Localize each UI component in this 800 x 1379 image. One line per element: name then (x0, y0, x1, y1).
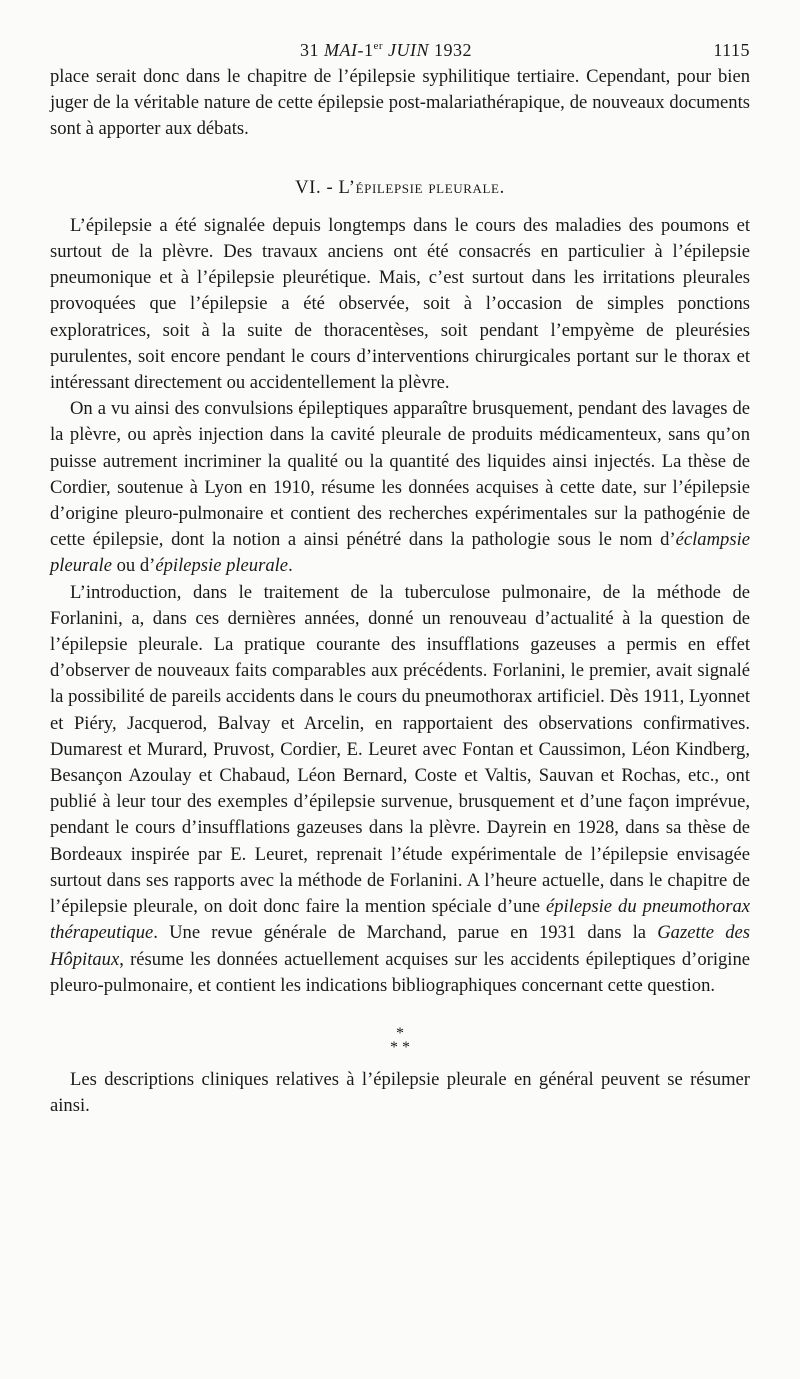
section-heading (50, 175, 750, 201)
section-number: VI. (295, 176, 322, 198)
section-title: L’épilepsie pleurale. (338, 176, 505, 198)
section-dash: - (326, 176, 334, 198)
date-superscript: er (373, 40, 384, 52)
paragraph: Les descriptions cliniques relatives à l’épilepsie pleurale en général peuvent se résumer ainsi. (50, 1068, 750, 1117)
paragraph-text: ou d’ (111, 555, 156, 577)
term-epilepsie-pleurale: épilepsie pleurale (155, 555, 289, 577)
running-head (50, 34, 750, 64)
asterism-top: * (396, 1024, 404, 1042)
document-page (50, 34, 750, 1119)
date-separator: -1 (357, 40, 374, 60)
term-eclampsie-pleurale: éclampsie pleurale (50, 529, 750, 577)
issue-date (300, 40, 472, 61)
journal-title: Gazette des Hôpitaux (50, 922, 750, 970)
asterism (50, 1024, 750, 1056)
term-epilepsie-pneumothorax: épilepsie du pneumothorax thérapeutique (50, 896, 751, 944)
asterism-bottom: * * (390, 1038, 410, 1056)
date-month-june: JUIN (388, 40, 430, 60)
paragraph (50, 396, 750, 579)
paragraph-text: On a vu ainsi des convulsions épileptiques apparaître brusquement, pendant des lavages de la plèvre, ou après injection dans la cavité pleurale de produits médicamenteux, sans qu’on puisse autrement incriminer la qualité ou la quantité des liquides ainsi injectés. La thèse de Cordier, soutenue à Lyon en 1910, résume les données acquises à cette date, sur l’épilepsie d’origine pleuro-pulmonaire et contient des recherches expérimentales sur la pathogénie de cette épilepsie, dont la notion a ainsi pénétré dans la pathologie sous le nom d’ (50, 398, 750, 551)
paragraph-text: . Une revue générale de Marchand, parue en 1931 dans la (153, 922, 658, 944)
date-month-may: MAI (324, 40, 358, 60)
paragraph-text: . (288, 555, 293, 577)
paragraph-text: L’introduction, dans le traitement de la tuberculose pulmonaire, de la méthode de Forlanini, a, dans ces dernières années, donné un renouveau d’actualité à la question de l’épilepsie pleurale. La pratique courante des insufflations gazeuses a permis en effet d’observer de nouveaux faits comparables aux précédents. Forlanini, le premier, avait signalé la possibilité de pareils accidents dans le cours du pneumothorax artificiel. Dès 1911, Lyonnet et Piéry, Jacquerod, Balvay et Arcelin, en rapportaient des observations confirmatives. Dumarest et Murard, Pruvost, Cordier, E. Leuret avec Fontan et Caussimon, Léon Kindberg, Besançon Azoulay et Chabaud, Léon Bernard, Coste et Valtis, Sauvan et Rochas, etc., ont publié à leur tour des exemples d’épilepsie survenue, brusquement et d’une façon imprévue, pendant le cours d’insufflations gazeuses dans la plèvre. Dayrein en 1928, dans sa thèse de Bordeaux inspirée par E. Leuret, reprenait l’étude expérimentale de l’épilepsie envisagée surtout dans ses rapports avec la méthode de Forlanini. A l’heure actuelle, dans le chapitre de l’épilepsie pleurale, on doit donc faire la mention spéciale d’une (50, 581, 750, 918)
paragraph (50, 580, 750, 999)
date-year: 1932 (434, 40, 473, 60)
paragraph-text: , résume les données actuellement acquises sur les accidents épileptiques d’origine pleuro-pulmonaire, et contient les indications bibliographiques concernant cette question. (50, 948, 750, 996)
date-day: 31 (300, 40, 319, 60)
body-text (50, 64, 750, 1119)
paragraph-continued: place serait donc dans le chapitre de l’épilepsie syphilitique tertiaire. Cependant, pour bien juger de la véritable nature de cette épilepsie post-malariathérapique, de nouveaux documents sont à apporter aux débats. (50, 66, 750, 140)
page-number: 1115 (713, 40, 750, 60)
paragraph: L’épilepsie a été signalée depuis longtemps dans le cours des maladies des poumons et surtout de la plèvre. Des travaux anciens ont été consacrés en particulier à l’épilepsie pneumonique et à l’épilepsie pleurétique. Mais, c’est surtout dans les irritations pleurales provoquées que l’épilepsie a été observée, soit à l’occasion de simples ponctions exploratrices, soit à la suite de thoracentèses, soit pendant l’empyème de pleurésies purulentes, soit encore pendant le cours d’interventions chirurgicales portant sur le thorax et intéressant directement ou accidentellement la plèvre. (50, 214, 750, 394)
